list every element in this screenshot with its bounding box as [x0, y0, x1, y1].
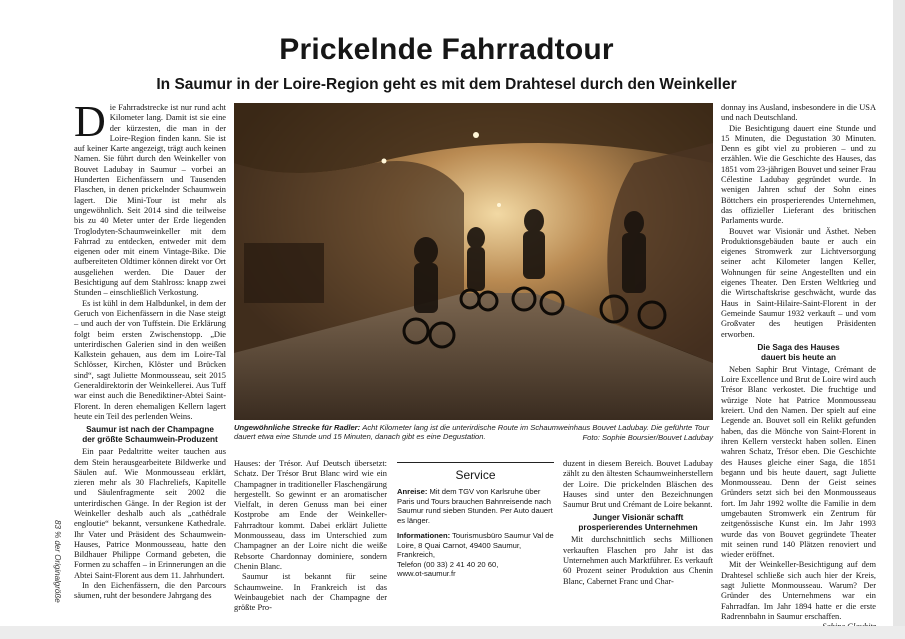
article-column-2 [234, 459, 387, 613]
paragraph: Mit durchschnittlich sechs Millionen verkauften Flaschen pro Jahr ist das Unternehmen auch Marktführer. Es verkauft 60 Prozent seiner Produktion aus Chenin Blanc, Cabernet Franc und Char- [563, 535, 713, 586]
size-note: 83 % der Originalgröße [53, 520, 62, 603]
service-box [397, 462, 554, 585]
photo-illustration [234, 103, 713, 420]
cellar-bike-tour-photo [234, 103, 713, 420]
paragraph: Ein paar Pedaltritte weiter tauchen aus dem Stein herausgearbeitete Bildwerke und Säulen auf. Wie Monmousseau erklärt, zieren mehr als 30 Flachreliefs, Kapitelle und Säulenfragmente seit 2002 die unterirdischen Gänge. In der Region ist der Weinkeller deshalb auch als „cathédrale engloutie“ bekannt, versunkene Kathedrale. Ihr Vater und Präsident des Schaumwein-Hauses, Patrice Monmousseau, hatte den Bildhauer Philippe Cormand gebeten, die Formen zu schaffen – in Erinnerungen an die Abtei Saint-Florent aus dem 11. Jahrhundert. [74, 447, 226, 580]
paragraph: Die Besichtigung dauert eine Stunde und 15 Minuten, die Degustation 30 Minuten. Denn es gibt viel zu probieren – und zu erzählen. Wie die Geschichte des Hauses, das 1851 vom 23-jährigen Bouvet und seiner Frau Célestine Ladubay gegründet wurde. In wenigen Jahren schuf der Sohn eines Böttchers ein prosperierendes Unternehmen, das offizieller Lieferant des britischen Parlaments wurde. [721, 123, 876, 226]
paragraph: Es ist kühl in dem Halbdunkel, in dem der Geruch von Eichenfässern in die Nase steigt – und auch der von Tuffstein. Die Erklärung folgt beim ersten Zwischenstopp. „Die unterirdischen Galerien sind in den weißen Kalkstein gehauen, aus dem im Loire-Tal Schlösser, Kirchen, Klöster und Brücken sind“, sagt Juliette Monmousseau, seit 2015 Generaldirektorin der Weinkellerei. Aus Tuff war einst auch die Benediktiner-Abtei Saint-Florent. In deren ehemaligen Kellern lagert heute ein Teil des perlenden Weins. [74, 298, 226, 421]
service-arrival: Anreise: Mit dem TGV von Karlsruhe über Paris und Tours brauchen Bahnreisende nach Saumur rund sieben Stunden. Per Auto dauert es länger. [397, 487, 553, 525]
paragraph: Hauses: der Trésor. Auf Deutsch übersetzt: Schatz. Der Trésor Brut Blanc wird wie ein Champagner in traditioneller Flaschengärung hergestellt. So gewinnt er an aromatischer Vielfalt, in deren Genuss man bei einer Kostprobe am Ende der Weinkeller-Fahrradtour kommt. Dabei erklärt Juliette Monmousseau, dass im Unterschied zum Champagner an der Loire nicht die weiße Rebsorte Chardonnay dominiere, sondern Chenin Blanc. [234, 459, 387, 571]
subheading: Die Saga des Hauses dauert bis heute an [757, 342, 840, 362]
drop-cap: D [74, 97, 106, 146]
paragraph: Saumur ist bekannt für seine Schaumweine. In Frankreich ist das Weinbaugebiet nach der Champagne der größte Pro- [234, 572, 387, 613]
service-title: Service [455, 468, 496, 482]
article-column-4 [563, 459, 713, 587]
page-edge-shadow [893, 0, 905, 639]
article-column-1 [74, 97, 226, 602]
paragraph: Die Fahrradstrecke ist nur rund acht Kilometer lang. Damit ist sie eine der kürzesten, die man in der Loire-Region finden kann. Sie ist auf keiner Karte angezeigt, trägt auch keinen Namen. Sie führt durch den Weinkeller von Bouvet Ladubay in Saumur – vorbei an Hunderten Eichenfässern und Tausenden Flaschen, in denen prickelnder Schaumwein lagert. Die Mini-Tour ist mehr als ungewöhnlich. Seit 2014 sind die teilweise bis zu 40 Meter unter der Erde liegenden Troglodyten-Schaumweinkeller mit dem Fahrrad zu entdecken, entweder mit dem eigenen oder mit einem Vintage-Bike. Die aufbereiteten Oldtimer können direkt vor Ort ausgeliehen werden. Die Dauer der Besichtigung auf dem Stahlross: knapp zwei Stunden – einschließlich Verkostung. [74, 97, 226, 298]
subheading: Saumur ist nach der Champagne der größte Schaumwein-Produzent [82, 425, 218, 445]
article-subtitle: In Saumur in der Loire-Region geht es mit dem Drahtesel durch den Weinkeller [156, 76, 737, 93]
paragraph: Neben Saphir Brut Vintage, Crémant de Loire Excellence und Brut de Loire wird auch Trésor Blanc verkostet. Die fruchtige und würzige Note hat Patrice Monmousseau kreiert. Und den Namen. Der spielt auf eine Legende an. Bouvet soll ein Relikt gefunden haben, das die Mönche von Saint-Florent in ihren Kellern versteckt haben sollen. Einen wahren Schatz, Trésor eben. Die Geschichte des Hauses gleiche einer Saga, die 1851 begann und bis heute dauert, sagt Juliette Monmousseau. Denn der Geist seines Gründers setzt sich bei den Monmousseaus fort. Im Jahr 1992 wollte die Familie in dem umgebauten Stromwerk ein Zentrum für zeitgenössische Kunst ein. Im Jahr 1993 wurde das von Bouvet gegründete Theater mit seinen rund 140 Plätzen renoviert und wieder eröffnet. [721, 364, 876, 560]
photo-credit: Foto: Sophie Boursier/Bouvet Ladubay [582, 432, 713, 442]
paragraph: donnay ins Ausland, insbesondere in die USA und nach Deutschland. [721, 103, 876, 123]
article-column-5 [721, 103, 876, 633]
photo-caption: Ungewöhnliche Strecke für Radler: Acht Kilometer lang ist die unterirdische Route im Schaumweinhaus Bouvet Ladubay. Die geführte Tour dauert etwa eine Stunde und 15 Minuten, danach gibt es eine Degustation. [234, 423, 710, 442]
paragraph: duzent in diesem Bereich. Bouvet Ladubay zählt zu den ältesten Schaumweinherstellern der Loire. Die prickelnden Bläschen des Hauses sind unter den Bezeichnungen Saumur Brut und Crémant de Loire bekannt. [563, 459, 713, 510]
paragraph: Mit der Weinkeller-Besichtigung auf dem Drahtesel schließe sich auch hier der Kreis, sagt Juliette Monmousseau. Warum? Der Gründer des Unternehmens war ein Fahrradfan. Im Jahr 1894 hatte er die erste Radrennbahn in Saumur erschaffen. [721, 560, 876, 621]
subheading: Junger Visionär schafft prosperierendes Unternehmen [578, 513, 698, 533]
service-information: Informationen: Tourismusbüro Saumur Val de Loire, 8 Quai Carnot, 49400 Saumur, Frankreich, Telefon (00 33) 2 41 40 20 60, www.ot-saumur.fr [397, 531, 554, 578]
article-title: Prickelnde Fahrradtour [279, 33, 614, 66]
page-edge-shadow [0, 626, 905, 639]
paragraph: Bouvet war Visionär und Ästhet. Neben Produktionsgebäuden baute er auch ein eigenes Stromwerk zur Lichtversorgung seiner acht Kilometer langen Keller, Wohnungen für seine Angestellten und ein eigenes Theater. Den Ersten Weltkrieg und die Wirtschaftskrise geschwächt, wurde das Haus in Saint-Hilaire-Saint-Florent in der Gemeinde Saumur 1932 verkauft – und vom Großvater des heutigen Präsidenten erworben. [721, 226, 876, 339]
paragraph: In den Eichenfässern, die den Parcours säumen, ruht der besondere Jahrgang des [74, 581, 226, 601]
divider [397, 462, 554, 463]
